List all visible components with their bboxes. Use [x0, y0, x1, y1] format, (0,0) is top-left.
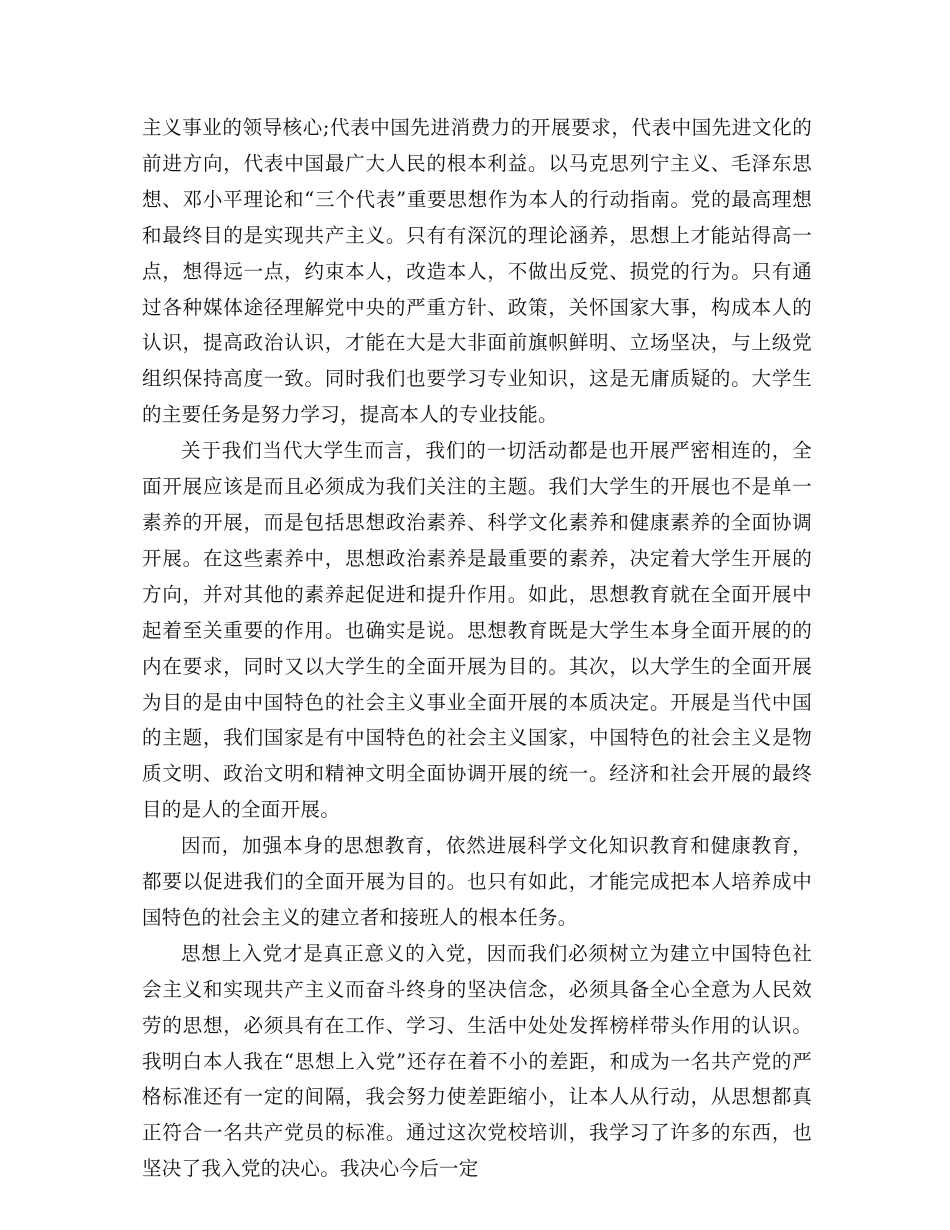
- paragraph-3: 因而，加强本身的思想教育，依然进展科学文化知识教育和健康教育，都要以促进我们的全面开展为目的。也只有如此，才能完成把本人培养成中国特色的社会主义的建立者和接班人的根本任务。: [142, 834, 812, 929]
- paragraph-2: 关于我们当代大学生而言，我们的一切活动都是也开展严密相连的，全面开展应该是而且必须成为我们关注的主题。我们大学生的开展也不是单一素养的开展，而是包括思想政治素养、科学文化素养和健康素养的全面协调开展。在这些素养中，思想政治素养是最重要的素养，决定着大学生开展的方向，并对其他的素养起促进和提升作用。如此，思想教育就在全面开展中起着至关重要的作用。也确实是说。思想教育既是大学生本身全面开展的的内在要求，同时又以大学生的全面开展为目的。其次，以大学生的全面开展为目的是由中国特色的社会主义事业全面开展的本质决定。开展是当代中国的主题，我们国家是有中国特色的社会主义国家，中国特色的社会主义是物质文明、政治文明和精神文明全面协调开展的统一。经济和社会开展的最终目的是人的全面开展。: [142, 439, 812, 822]
- document-body: [142, 110, 812, 1187]
- paragraph-4: 思想上入党才是真正意义的入党，因而我们必须树立为建立中国特色社会主义和实现共产主义而奋斗终身的坚决信念，必须具备全心全意为人民效劳的思想，必须具有在工作、学习、生活中处处发挥榜样带头作用的认识。我明白本人我在“思想上入党”还存在着不小的差距，和成为一名共产党的严格标准还有一定的间隔，我会努力使差距缩小，让本人从行动，从思想都真正符合一名共产党员的标准。通过这次党校培训，我学习了许多的东西，也坚决了我入党的决心。我决心今后一定: [142, 941, 812, 1181]
- paragraph-1: 主义事业的领导核心;代表中国先进消费力的开展要求，代表中国先进文化的前进方向，代表中国最广大人民的根本利益。以马克思列宁主义、毛泽东思想、邓小平理论和“三个代表”重要思想作为本人的行动指南。党的最高理想和最终目的是实现共产主义。只有有深沉的理论涵养，思想上才能站得高一点，想得远一点，约束本人，改造本人，不做出反党、损党的行为。只有通过各种媒体途径理解党中央的严重方针、政策，关怀国家大事，构成本人的认识，提高政治认识，才能在大是大非面前旗帜鲜明、立场坚决，与上级党组织保持高度一致。同时我们也要学习专业知识，这是无庸质疑的。大学生的主要任务是努力学习，提高本人的专业技能。: [142, 116, 812, 427]
